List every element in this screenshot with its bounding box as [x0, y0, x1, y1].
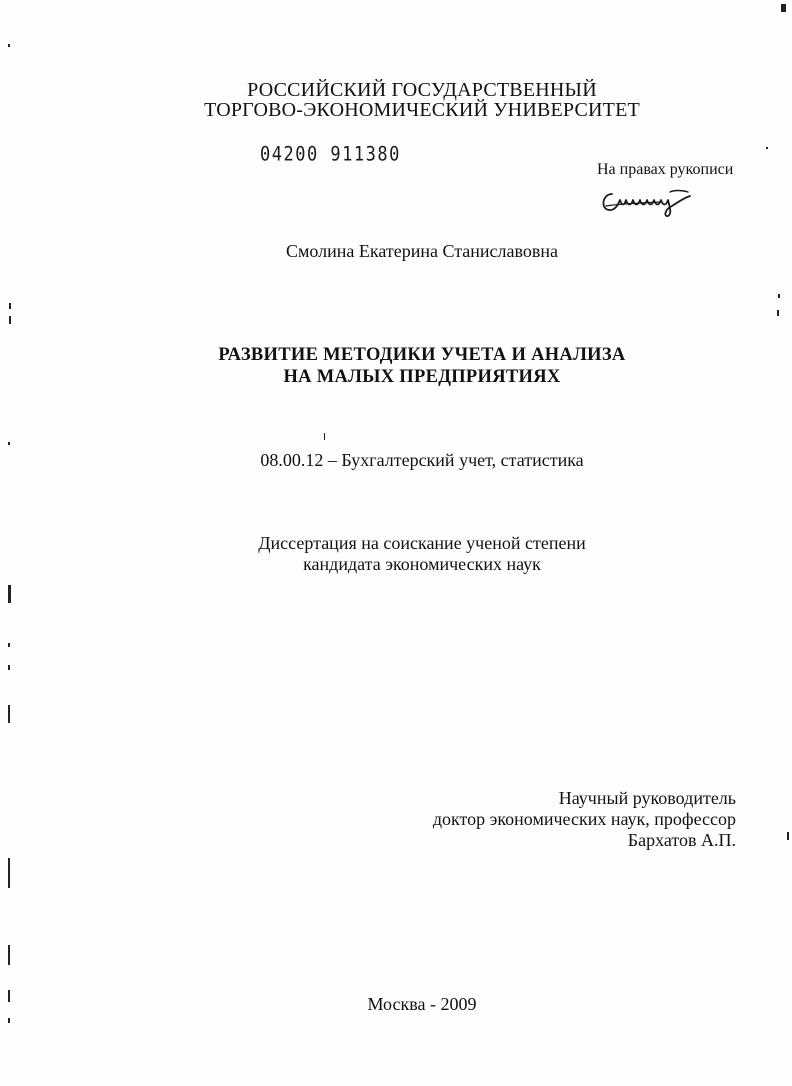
- scan-speck: [777, 310, 779, 316]
- scan-speck: [8, 945, 10, 965]
- scan-speck: [8, 442, 10, 445]
- author-signature-icon: [598, 184, 692, 218]
- scan-speck: [9, 303, 11, 309]
- degree-line2: кандидата экономических наук: [303, 554, 541, 574]
- dissertation-title-line1: РАЗВИТИЕ МЕТОДИКИ УЧЕТА И АНАЛИЗА: [218, 345, 626, 365]
- scan-speck: [778, 294, 780, 298]
- scan-speck: [8, 1018, 10, 1023]
- scan-speck: [9, 316, 11, 324]
- scan-speck: [8, 705, 10, 723]
- scan-speck: [766, 147, 768, 149]
- scan-speck: [781, 4, 786, 12]
- city-year: Москва - 2009: [367, 994, 477, 1014]
- supervisor-label: Научный руководитель: [558, 788, 736, 808]
- specialty-code: 08.00.12 – Бухгалтерский учет, статистика: [260, 450, 584, 470]
- scan-speck: [324, 433, 325, 440]
- scan-speck: [8, 44, 10, 47]
- supervisor-name: Бархатов А.П.: [627, 830, 736, 850]
- scan-speck: [8, 643, 10, 647]
- dissertation-title-line2: НА МАЛЫХ ПРЕДПРИЯТИЯХ: [283, 367, 561, 387]
- degree-line1: Диссертация на соискание ученой степени: [258, 533, 586, 553]
- catalog-code: 04200 911380: [260, 143, 401, 166]
- supervisor-degree: доктор экономических наук, профессор: [432, 809, 736, 829]
- university-name-line2: ТОРГОВО-ЭКОНОМИЧЕСКИЙ УНИВЕРСИТЕТ: [204, 99, 640, 121]
- scan-speck: [787, 832, 789, 840]
- scan-speck: [8, 585, 11, 603]
- scan-speck: [8, 990, 10, 1002]
- manuscript-rights-note: На правах рукописи: [597, 161, 734, 178]
- author-name: Смолина Екатерина Станиславовна: [285, 241, 559, 261]
- scan-speck: [8, 665, 10, 670]
- scan-speck: [8, 858, 10, 888]
- university-name-line1: РОССИЙСКИЙ ГОСУДАРСТВЕННЫЙ: [247, 79, 597, 101]
